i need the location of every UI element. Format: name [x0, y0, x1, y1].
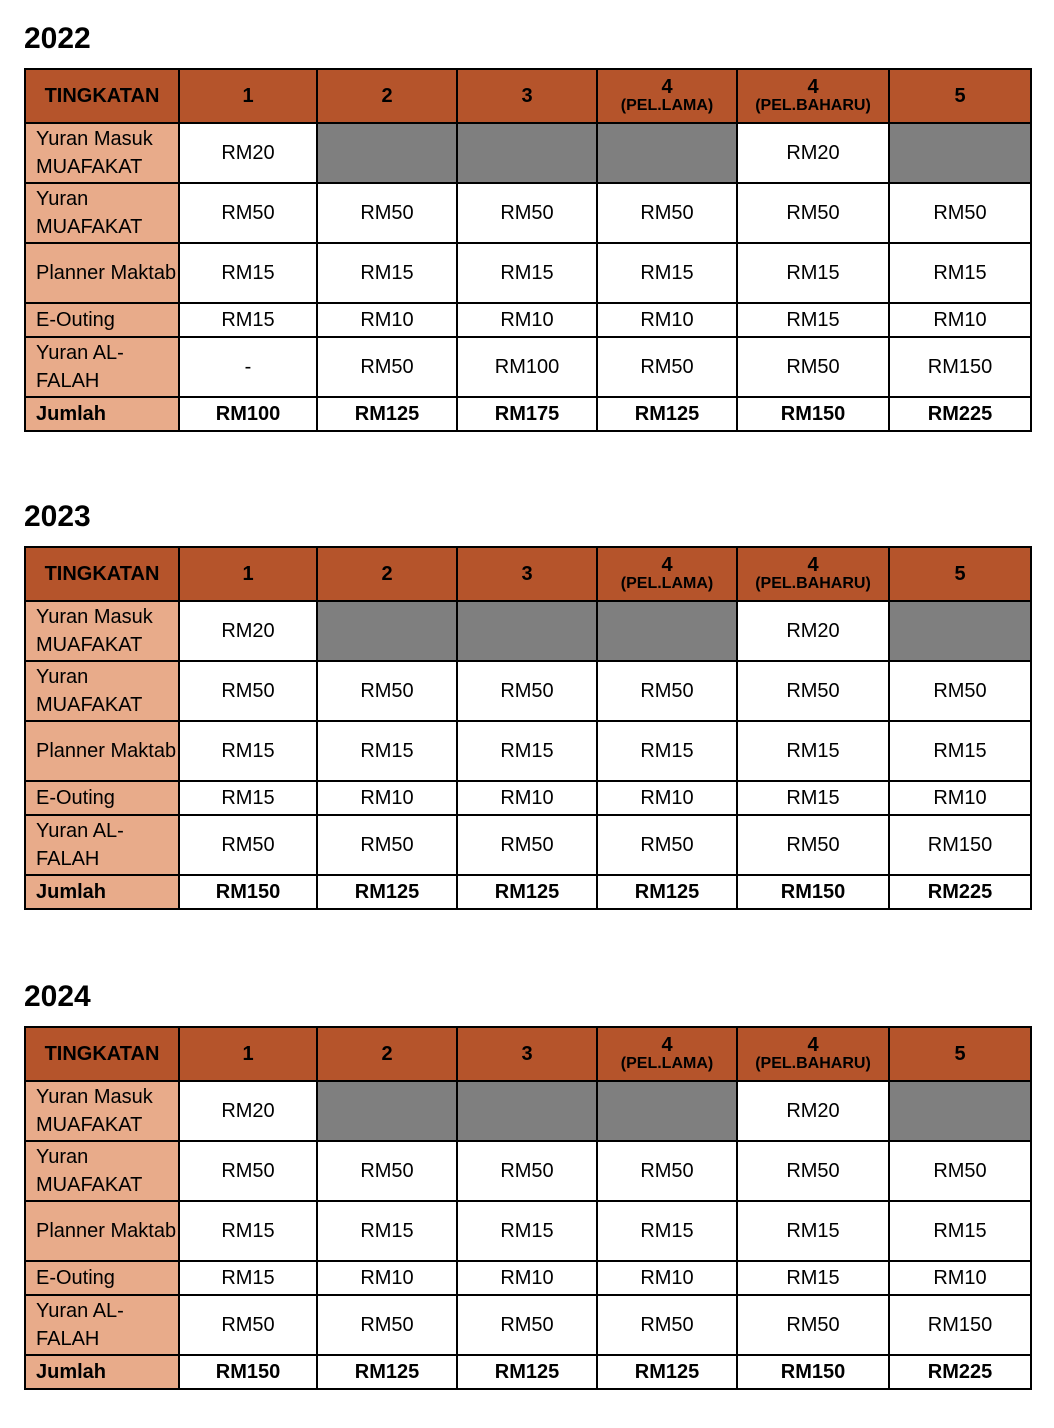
header-form-subtitle: (PEL.LAMA) — [620, 97, 714, 114]
header-form-subtitle: (PEL.BAHARU) — [755, 97, 871, 114]
fee-cell: RM10 — [317, 781, 457, 815]
table-row — [25, 781, 1031, 815]
fee-cell: RM15 — [737, 243, 889, 303]
fee-cell: RM20 — [179, 601, 317, 661]
fee-section-2023 — [24, 500, 1030, 910]
fee-cell: RM125 — [597, 397, 737, 431]
fee-cell: RM50 — [317, 661, 457, 721]
row-label: Yuran MUAFAKAT — [25, 1141, 179, 1201]
fee-cell: RM50 — [597, 661, 737, 721]
fee-cell: RM50 — [597, 1295, 737, 1355]
header-form-number: 5 — [954, 563, 966, 585]
fee-cell: RM10 — [597, 303, 737, 337]
header-form-2 — [317, 547, 457, 601]
header-form-number: 4 — [807, 76, 819, 98]
fee-cell: RM125 — [317, 1355, 457, 1389]
fee-cell: RM50 — [737, 1141, 889, 1201]
row-label: E-Outing — [25, 303, 179, 337]
fee-cell: RM50 — [457, 661, 597, 721]
fee-cell: RM100 — [457, 337, 597, 397]
fee-cell: - — [179, 337, 317, 397]
fee-cell: RM15 — [597, 721, 737, 781]
fee-cell: RM15 — [457, 243, 597, 303]
header-form-subtitle: (PEL.LAMA) — [620, 1055, 714, 1072]
header-form-number: 5 — [954, 1043, 966, 1065]
row-label: Jumlah — [25, 397, 179, 431]
header-form-4 — [597, 69, 737, 123]
header-form-4 — [597, 1027, 737, 1081]
year-heading: 2022 — [24, 22, 91, 55]
table-row — [25, 1355, 1031, 1389]
table-row — [25, 397, 1031, 431]
table-row — [25, 601, 1031, 661]
fee-cell: RM50 — [179, 661, 317, 721]
fee-cell: RM15 — [457, 1201, 597, 1261]
header-form-number: 2 — [381, 1043, 393, 1065]
header-tingkatan: TINGKATAN — [25, 69, 179, 123]
fee-cell: RM125 — [317, 397, 457, 431]
fee-cell: RM125 — [457, 1355, 597, 1389]
fee-cell: RM15 — [179, 243, 317, 303]
fee-cell: RM10 — [889, 781, 1031, 815]
header-form-3 — [457, 1027, 597, 1081]
fee-cell: RM10 — [597, 781, 737, 815]
header-form-5 — [737, 547, 889, 601]
header-tingkatan: TINGKATAN — [25, 1027, 179, 1081]
fee-cell: RM50 — [737, 815, 889, 875]
fee-cell: RM150 — [889, 815, 1031, 875]
row-label: Yuran AL-FALAH — [25, 815, 179, 875]
header-form-5 — [737, 69, 889, 123]
fee-cell — [317, 1081, 457, 1141]
fee-cell: RM125 — [597, 875, 737, 909]
fee-section-2024 — [24, 980, 1030, 1390]
fee-cell: RM15 — [889, 243, 1031, 303]
table-row — [25, 721, 1031, 781]
header-form-1 — [179, 1027, 317, 1081]
fee-cell: RM20 — [737, 1081, 889, 1141]
fee-cell: RM50 — [889, 1141, 1031, 1201]
table-row — [25, 337, 1031, 397]
header-form-6 — [889, 547, 1031, 601]
header-row — [25, 547, 1031, 601]
fee-section-2022 — [24, 22, 1030, 432]
header-form-number: 3 — [521, 85, 533, 107]
fee-cell — [317, 601, 457, 661]
fee-cell — [597, 1081, 737, 1141]
fee-cell: RM50 — [457, 183, 597, 243]
fee-cell: RM50 — [889, 183, 1031, 243]
year-heading: 2024 — [24, 980, 91, 1013]
fee-cell: RM125 — [597, 1355, 737, 1389]
fee-cell: RM20 — [179, 123, 317, 183]
row-label: Yuran Masuk MUAFAKAT — [25, 123, 179, 183]
fee-cell: RM50 — [597, 337, 737, 397]
fee-cell: RM50 — [317, 815, 457, 875]
table-row — [25, 243, 1031, 303]
fee-cell: RM15 — [737, 303, 889, 337]
fee-cell: RM15 — [317, 721, 457, 781]
header-form-6 — [889, 69, 1031, 123]
fee-cell: RM225 — [889, 397, 1031, 431]
table-row — [25, 1201, 1031, 1261]
fee-cell: RM150 — [737, 397, 889, 431]
fee-cell — [597, 601, 737, 661]
fee-cell: RM15 — [737, 721, 889, 781]
header-form-2 — [317, 1027, 457, 1081]
table-row — [25, 661, 1031, 721]
row-label: Jumlah — [25, 875, 179, 909]
fee-cell: RM175 — [457, 397, 597, 431]
fee-cell: RM10 — [457, 1261, 597, 1295]
fee-table — [24, 546, 1032, 910]
fee-table — [24, 1026, 1032, 1390]
fee-cell: RM50 — [317, 1141, 457, 1201]
table-row — [25, 1081, 1031, 1141]
table-row — [25, 303, 1031, 337]
fee-cell: RM50 — [597, 1141, 737, 1201]
fee-cell: RM50 — [737, 661, 889, 721]
fee-cell: RM150 — [179, 875, 317, 909]
fee-cell — [889, 123, 1031, 183]
fee-cell: RM15 — [737, 1201, 889, 1261]
fee-cell: RM50 — [179, 183, 317, 243]
fee-cell — [457, 601, 597, 661]
table-row — [25, 875, 1031, 909]
fee-cell: RM150 — [737, 1355, 889, 1389]
fee-cell: RM150 — [179, 1355, 317, 1389]
header-form-number: 4 — [661, 1034, 673, 1056]
fee-cell: RM15 — [317, 243, 457, 303]
header-form-2 — [317, 69, 457, 123]
table-row — [25, 1141, 1031, 1201]
header-form-subtitle: (PEL.BAHARU) — [755, 575, 871, 592]
fee-cell: RM50 — [457, 1141, 597, 1201]
fee-cell: RM10 — [457, 781, 597, 815]
fee-cell: RM10 — [317, 1261, 457, 1295]
fee-cell: RM50 — [457, 815, 597, 875]
table-row — [25, 1261, 1031, 1295]
header-row — [25, 69, 1031, 123]
fee-cell: RM10 — [889, 303, 1031, 337]
table-row — [25, 123, 1031, 183]
row-label: Yuran AL-FALAH — [25, 1295, 179, 1355]
row-label: Planner Maktab — [25, 1201, 179, 1261]
fee-cell: RM15 — [737, 781, 889, 815]
fee-cell: RM10 — [317, 303, 457, 337]
fee-cell: RM10 — [597, 1261, 737, 1295]
row-label: E-Outing — [25, 781, 179, 815]
header-form-subtitle: (PEL.BAHARU) — [755, 1055, 871, 1072]
fee-cell: RM15 — [179, 1201, 317, 1261]
fee-cell: RM15 — [889, 721, 1031, 781]
header-form-3 — [457, 69, 597, 123]
fee-cell: RM15 — [889, 1201, 1031, 1261]
fee-cell: RM15 — [597, 1201, 737, 1261]
fee-cell: RM225 — [889, 1355, 1031, 1389]
header-form-3 — [457, 547, 597, 601]
year-heading: 2023 — [24, 500, 91, 533]
fee-cell: RM100 — [179, 397, 317, 431]
fee-cell: RM50 — [317, 337, 457, 397]
header-form-number: 3 — [521, 1043, 533, 1065]
header-form-number: 4 — [807, 1034, 819, 1056]
fee-cell: RM20 — [179, 1081, 317, 1141]
fee-cell: RM15 — [179, 303, 317, 337]
header-form-number: 4 — [807, 554, 819, 576]
fee-cell: RM50 — [457, 1295, 597, 1355]
header-form-number: 1 — [242, 85, 254, 107]
fee-cell: RM15 — [317, 1201, 457, 1261]
fee-cell: RM50 — [737, 1295, 889, 1355]
fee-cell: RM50 — [737, 183, 889, 243]
row-label: Yuran MUAFAKAT — [25, 661, 179, 721]
fee-table — [24, 68, 1032, 432]
fee-cell: RM150 — [889, 1295, 1031, 1355]
header-form-6 — [889, 1027, 1031, 1081]
fee-cell: RM15 — [737, 1261, 889, 1295]
fee-cell — [597, 123, 737, 183]
header-form-1 — [179, 547, 317, 601]
fee-cell — [889, 1081, 1031, 1141]
fee-cell: RM125 — [457, 875, 597, 909]
row-label: Yuran Masuk MUAFAKAT — [25, 601, 179, 661]
table-row — [25, 815, 1031, 875]
header-form-subtitle: (PEL.LAMA) — [620, 575, 714, 592]
fee-cell: RM150 — [889, 337, 1031, 397]
fee-cell — [457, 1081, 597, 1141]
fee-cell: RM15 — [179, 721, 317, 781]
fee-cell — [457, 123, 597, 183]
fee-cell — [317, 123, 457, 183]
header-form-1 — [179, 69, 317, 123]
fee-cell: RM125 — [317, 875, 457, 909]
fee-cell — [889, 601, 1031, 661]
fee-cell: RM10 — [457, 303, 597, 337]
fee-cell: RM15 — [179, 1261, 317, 1295]
row-label: Planner Maktab — [25, 721, 179, 781]
fee-cell: RM50 — [889, 661, 1031, 721]
header-tingkatan: TINGKATAN — [25, 547, 179, 601]
fee-cell: RM15 — [597, 243, 737, 303]
fee-cell: RM50 — [179, 815, 317, 875]
table-row — [25, 183, 1031, 243]
fee-cell: RM50 — [597, 815, 737, 875]
fee-cell: RM15 — [179, 781, 317, 815]
fee-cell: RM50 — [317, 183, 457, 243]
header-form-number: 1 — [242, 1043, 254, 1065]
fee-cell: RM10 — [889, 1261, 1031, 1295]
row-label: Jumlah — [25, 1355, 179, 1389]
row-label: Yuran AL-FALAH — [25, 337, 179, 397]
row-label: Yuran MUAFAKAT — [25, 183, 179, 243]
fee-cell: RM50 — [317, 1295, 457, 1355]
header-form-number: 3 — [521, 563, 533, 585]
fee-cell: RM15 — [457, 721, 597, 781]
fee-cell: RM20 — [737, 601, 889, 661]
fee-cell: RM50 — [179, 1295, 317, 1355]
fee-cell: RM50 — [737, 337, 889, 397]
header-form-number: 4 — [661, 554, 673, 576]
row-label: E-Outing — [25, 1261, 179, 1295]
header-form-number: 1 — [242, 563, 254, 585]
header-form-number: 2 — [381, 563, 393, 585]
header-form-5 — [737, 1027, 889, 1081]
fee-cell: RM50 — [597, 183, 737, 243]
header-form-number: 2 — [381, 85, 393, 107]
header-form-4 — [597, 547, 737, 601]
table-row — [25, 1295, 1031, 1355]
row-label: Planner Maktab — [25, 243, 179, 303]
header-row — [25, 1027, 1031, 1081]
fee-cell: RM20 — [737, 123, 889, 183]
fee-cell: RM225 — [889, 875, 1031, 909]
fee-cell: RM50 — [179, 1141, 317, 1201]
header-form-number: 4 — [661, 76, 673, 98]
header-form-number: 5 — [954, 85, 966, 107]
row-label: Yuran Masuk MUAFAKAT — [25, 1081, 179, 1141]
fee-cell: RM150 — [737, 875, 889, 909]
